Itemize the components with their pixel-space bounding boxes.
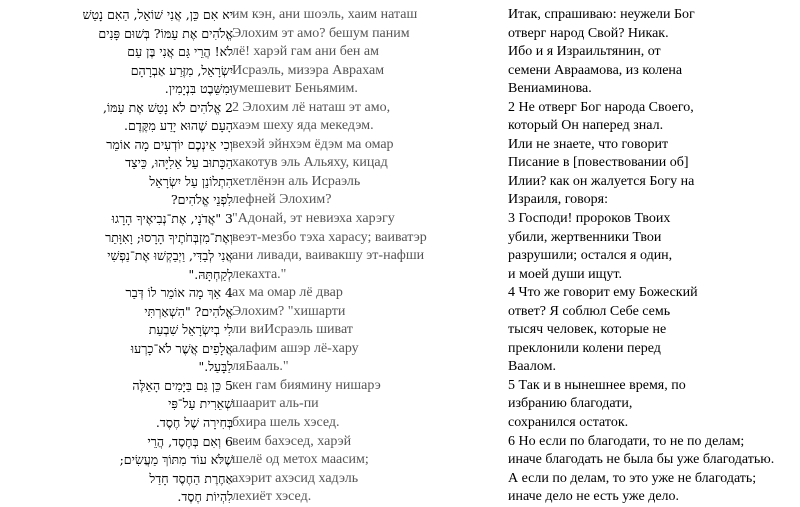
- hebrew-line: שְׁאֵרִית עַל־פִּי: [168, 396, 233, 412]
- russian-line: иначе дело не есть уже дело.: [508, 489, 680, 505]
- transliteration-line: лехиёт хэсед.: [232, 489, 312, 505]
- hebrew-line: וְכִי אֵינְכֶם יוֹדְעִים מָה אוֹמֵר: [106, 136, 233, 152]
- transliteration-line: веэт-мезбо тэха харасу; ваиватэр: [232, 229, 427, 245]
- transliteration-line: Исраэль, мизэра Аврахам: [232, 62, 385, 78]
- transliteration-line: лекахта.": [232, 266, 287, 282]
- hebrew-line: הָעָם שֶׁהוּא יָדַע מִקֶּדֶם.: [124, 118, 233, 134]
- hebrew-line: 4 אַךְ מָה אוֹמֵר לוֹ דְּבַר: [125, 285, 233, 301]
- hebrew-line: לַבָּעַל.": [198, 359, 233, 375]
- russian-line: который Он наперед знал.: [508, 118, 664, 134]
- hebrew-line: לְקַחְתָּהּ.": [188, 266, 233, 282]
- hebrew-line: 3 "אֲדֹנָי, אֶת־נְבִיאֶיךָ הָרָגוּ: [111, 211, 233, 227]
- russian-text-column: [508, 6, 800, 507]
- russian-line: иначе благодать не была бы уже благодатью.: [508, 452, 775, 468]
- russian-line: разрушили; остался я один,: [508, 248, 673, 264]
- hebrew-line: יִשְׂרָאֵל, מִזֶּרַע אַבְרָהָם: [130, 62, 233, 78]
- russian-line: избранию благодати,: [508, 396, 633, 412]
- russian-line: ответ? Я соблюл Себе семь: [508, 303, 671, 319]
- russian-line: преклонили колени перед: [508, 340, 661, 356]
- russian-line: 3 Господи! пророков Твоих: [508, 211, 671, 227]
- russian-line: Ибо и я Израильтянин, от: [508, 44, 661, 60]
- transliteration-line: хакотув эль Альяху, кицад: [232, 155, 388, 171]
- transliteration-line: кен гам биямину нишарэ: [232, 377, 381, 393]
- transliteration-line: веим бахэсед, харэй: [232, 433, 352, 449]
- transliteration-line: шаарит аль-пи: [232, 396, 319, 412]
- transliteration-line: 2 Элохим лё наташ эт амо,: [232, 99, 391, 115]
- russian-line: Ваалом.: [508, 359, 556, 375]
- russian-line: Вениаминова.: [508, 81, 592, 97]
- hebrew-line: לִהְיוֹת חֶסֶד.: [177, 489, 233, 505]
- hebrew-line: בְּחִירָה שֶׁל חֶסֶד.: [155, 415, 233, 431]
- transliteration-line: ляБааль.": [232, 359, 289, 375]
- russian-line: А если по делам, то это уже не благодать;: [508, 470, 757, 486]
- transliteration-line: ани ливади, ваивакшу эт-нафши: [232, 248, 425, 264]
- russian-line: 6 Но если по благодати, то не по делам;: [508, 433, 745, 449]
- russian-line: 4 Что же говорит ему Божеский: [508, 285, 698, 301]
- russian-line: и моей души ищут.: [508, 266, 622, 282]
- russian-line: Илии? как он жалуется Богу на: [508, 173, 695, 189]
- hebrew-line: 2 אֱלֹהִים לֹא נָטַשׁ אֶת עַמּוֹ,: [102, 99, 233, 115]
- russian-line: тысяч человек, которые не: [508, 322, 667, 338]
- transliteration-text-column: [232, 6, 494, 507]
- hebrew-line: אֱלֹהִים? "הִשְׁאַרְתִּי: [144, 303, 233, 319]
- transliteration-line: Элохим? "хишарти: [232, 303, 346, 319]
- transliteration-line: ах ма омар лё двар: [232, 285, 343, 301]
- russian-line: сохранился остаток.: [508, 415, 629, 431]
- hebrew-line: וְאֶת־מִזְבְּחֹתֶיךָ הָרָסוּ; וָאִוָּתֵר: [105, 229, 233, 245]
- transliteration-line: умешевит Беньямим.: [232, 81, 358, 97]
- russian-line: Или не знаете, что говорит: [508, 136, 669, 152]
- russian-line: отверг народ Свой? Никак.: [508, 25, 669, 41]
- hebrew-line: יא אִם כֵּן, אֲנִי שׁוֹאֵל, הַאִם נָטַשׁ: [82, 7, 233, 22]
- transliteration-line: лё! харэй гам ани бен ам: [232, 44, 379, 60]
- hebrew-line: אֱלֹהִים אֶת עַמּוֹ? בְּשׁוּם פָּנִים: [98, 25, 233, 41]
- transliteration-line: Элохим эт амо? бешум паним: [232, 25, 410, 41]
- hebrew-line: לֹא! הֲרֵי גַּם אֲנִי בֶּן עַם: [127, 44, 233, 60]
- transliteration-line: бхира шель хэсед.: [232, 415, 340, 431]
- russian-line: Итак, спрашиваю: неужели Бог: [508, 7, 695, 22]
- transliteration-line: "Адонай, эт невиэха харэгу: [232, 211, 395, 227]
- transliteration-line: ли виИсраэль шиват: [232, 322, 353, 338]
- russian-line: Израиля, говоря:: [508, 192, 609, 208]
- hebrew-line: לִי בְיִשְׂרָאֵל שִׁבְעַת: [148, 322, 233, 338]
- russian-line: семени Авраамова, из колена: [508, 62, 683, 78]
- russian-line: 5 Так и в нынешнее время, по: [508, 377, 686, 393]
- hebrew-line: 5 כֵּן גַּם בַּיָּמִים הָאֵלֶּה: [132, 377, 233, 393]
- transliteration-line: алафим ашэр лё-хару: [232, 340, 359, 356]
- hebrew-line: שֶׁלֹּא עוֹד מִתּוֹךְ מַעֲשִׂים;: [119, 452, 233, 468]
- transliteration-line: лефней Элохим?: [232, 192, 332, 208]
- hebrew-text-column: [0, 6, 233, 507]
- hebrew-line: הַכָּתוּב עַל אֵלִיָּהוּ, כֵּיצַד: [125, 155, 233, 171]
- russian-line: Писание в [повествовании об]: [508, 155, 689, 171]
- russian-line: убили, жертвенники Твои: [508, 229, 662, 245]
- hebrew-line: אֲנִי לְבַדִּי, וַיְבַקְשׁוּ אֶת־נַפְשִׁי: [107, 248, 233, 264]
- hebrew-line: הִתְלוֹנֵן עַל יִשְׂרָאֵל: [149, 173, 233, 189]
- transliteration-line: шелё од метох маасим;: [232, 452, 369, 468]
- hebrew-line: אֲלָפִים אֲשֶׁר לֹא־כָרְעוּ: [130, 340, 233, 356]
- transliteration-line: вехэй эйнхэм ёдэм ма омар: [232, 136, 394, 152]
- russian-line: 2 Не отверг Бог народа Своего,: [508, 99, 694, 115]
- transliteration-line: им кэн, ани шоэль, хаим наташ: [232, 7, 418, 22]
- hebrew-line: וּמִשֵּׁבֶט בִּנְיָמִין.: [164, 81, 233, 97]
- transliteration-line: хаэм шеху яда мекедэм.: [232, 118, 374, 134]
- hebrew-line: אַחֶרֶת הַחֶסֶד חָדַל: [149, 470, 233, 486]
- hebrew-line: לִפְנֵי אֱלֹהִים?: [170, 192, 233, 208]
- hebrew-line: 6 וְאִם בְּחֶסֶד, הֲרֵי: [147, 433, 233, 449]
- transliteration-line: хетлёнэн аль Исраэль: [232, 173, 361, 189]
- transliteration-line: ахэрит ахэсид хадэль: [232, 470, 359, 486]
